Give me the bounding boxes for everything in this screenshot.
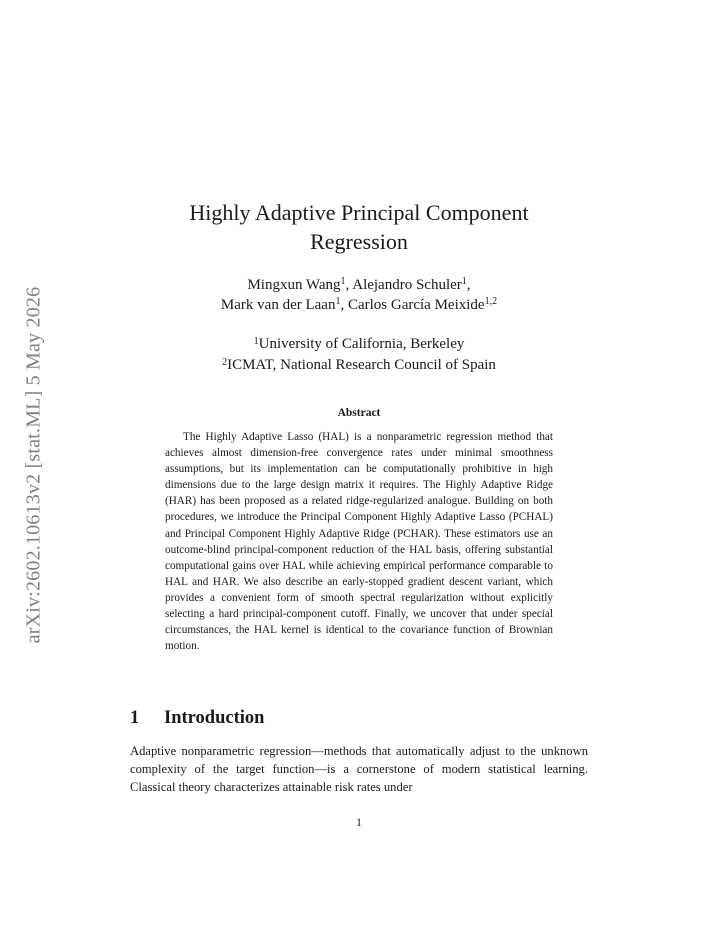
affiliation-text: University of California, Berkeley bbox=[258, 336, 465, 352]
author-affiliation-mark: 1 bbox=[340, 276, 346, 287]
introduction-text: Adaptive nonparametric regression—methods that automatically adjust to the unknown complexity of the target function—is a cornerstone of modern statistical learning. Classical theory characterizes attainable risk rates under bbox=[130, 744, 588, 794]
title-line-1: Highly Adaptive Principal Component bbox=[189, 200, 529, 225]
author-name: Alejandro Schuler bbox=[352, 277, 462, 293]
paper-title bbox=[130, 198, 588, 256]
affiliation-text: ICMAT, National Research Council of Spain bbox=[227, 357, 496, 373]
affiliation-list bbox=[130, 334, 588, 376]
section-title: Introduction bbox=[164, 708, 265, 728]
section-number: 1 bbox=[130, 708, 140, 728]
author-line-1 bbox=[130, 275, 588, 295]
author-line-2 bbox=[130, 295, 588, 315]
author-name: Carlos García Meixide bbox=[347, 297, 485, 313]
affiliation-mark: 2 bbox=[222, 357, 228, 368]
affiliation-line bbox=[130, 334, 588, 355]
author-list bbox=[130, 275, 588, 315]
author-name: Mark van der Laan bbox=[220, 297, 336, 313]
author-name: Mingxun Wang bbox=[247, 277, 341, 293]
author-affiliation-mark: 1 bbox=[335, 296, 341, 307]
abstract-text: The Highly Adaptive Lasso (HAL) is a nonparametric regression method that achieves almost dimension-free convergence rates under minimal smoothness assumptions, but its implementation can be computationally prohibitive in high dimensions due to the large design matrix it requires. The Highly Adaptive Ridge (HAR) has been proposed as a related ridge-regularized analogue. Building on both procedures, we introduce the Principal Component Highly Adaptive Lasso (PCHAL) and Principal Component Highly Adaptive Ridge (PCHAR). These estimators use an outcome-blind principal-component reduction of the HAL basis, offering substantial computational gains over HAL while achieving empirical performance comparable to HAL and HAR. We also describe an early-stopped gradient descent variant, which provides a convenient form of smooth spectral regularization without explicitly selecting a hard principal-component cutoff. Finally, we uncover that under special circumstances, the HAL kernel is identical to the covariance function of Brownian motion. bbox=[165, 431, 553, 653]
abstract-heading: Abstract bbox=[337, 407, 381, 419]
author-separator: , bbox=[466, 277, 471, 293]
arxiv-identifier: arXiv:2602.10613v2 [stat.ML] 5 May 2026 bbox=[22, 286, 45, 644]
author-separator: , bbox=[340, 297, 348, 313]
page-number: 1 bbox=[356, 815, 362, 829]
author-affiliation-mark: 1,2 bbox=[484, 296, 498, 307]
title-line-2: Regression bbox=[310, 229, 408, 254]
author-affiliation-mark: 1 bbox=[461, 276, 467, 287]
section-heading bbox=[130, 708, 264, 729]
author-separator: , bbox=[345, 277, 353, 293]
affiliation-mark: 1 bbox=[253, 336, 259, 347]
affiliation-line bbox=[130, 355, 588, 376]
